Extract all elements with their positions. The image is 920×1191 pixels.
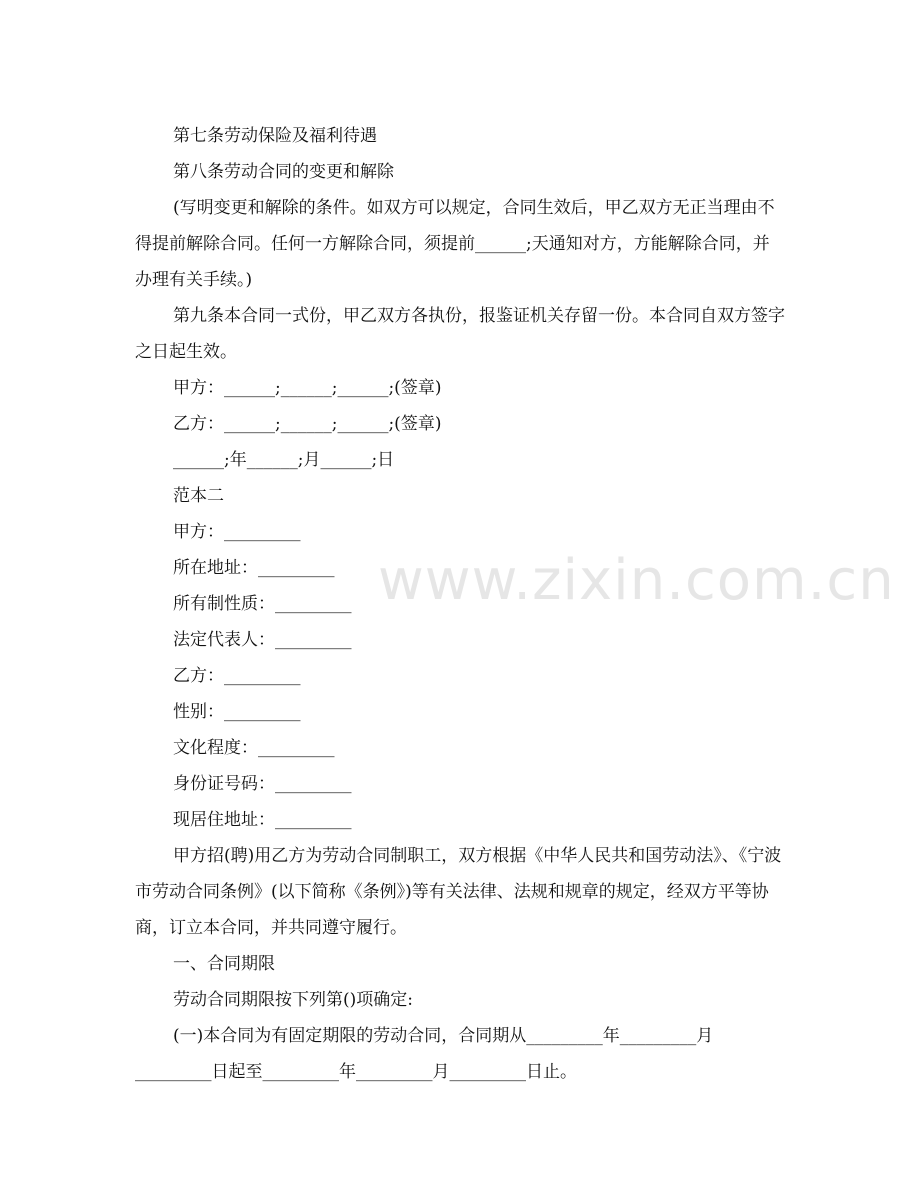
party-b-signature-line: 乙方：______;______;______;(签章)	[173, 414, 442, 434]
legal-representative-field: 法定代表人：_________	[173, 630, 352, 650]
article-8-heading: 第八条劳动合同的变更和解除	[173, 162, 394, 182]
article-9-text: 第九条本合同一式份，甲乙双方各执份，报鉴证机关存留一份。本合同自双方签字之日起生效。	[135, 306, 785, 362]
current-address-field: 现居住地址：_________	[173, 810, 352, 830]
template-two-title: 范本二	[173, 486, 224, 506]
article-7-heading: 第七条劳动保险及福利待遇	[173, 126, 377, 146]
education-field: 文化程度：_________	[173, 738, 335, 758]
fixed-term-clause: (一)本合同为有固定期限的劳动合同，合同期从_________年_________月_________日起至_________年_________月_________日止。	[135, 1026, 714, 1082]
address-field: 所在地址：_________	[173, 558, 335, 578]
gender-field: 性别：_________	[173, 702, 301, 722]
intro-paragraph: 甲方招(聘)用乙方为劳动合同制职工，双方根据《中华人民共和国劳动法》、《宁波市劳动合同条例》(以下简称《条例》)等有关法律、法规和规章的规定，经双方平等协商，订立本合同，并共同遵守履行。	[135, 846, 782, 938]
term-instruction: 劳动合同期限按下列第()项确定:	[173, 990, 413, 1010]
date-line: ______;年______;月______;日	[173, 450, 395, 470]
section-1-heading: 一、合同期限	[173, 954, 275, 974]
watermark: www.zixin.com.cn	[378, 548, 895, 613]
ownership-field: 所有制性质：_________	[173, 594, 352, 614]
document-body	[135, 118, 785, 1090]
party-a-signature-line: 甲方：______;______;______;(签章)	[173, 378, 442, 398]
article-8-text: (写明变更和解除的条件。如双方可以规定，合同生效后，甲乙双方无正当理由不得提前解除合同。任何一方解除合同，须提前______;天通知对方，方能解除合同，并办理有关手续。)	[135, 198, 775, 290]
party-b-field: 乙方：_________	[173, 666, 301, 686]
id-number-field: 身份证号码：_________	[173, 774, 352, 794]
party-a-field: 甲方：_________	[173, 522, 301, 542]
